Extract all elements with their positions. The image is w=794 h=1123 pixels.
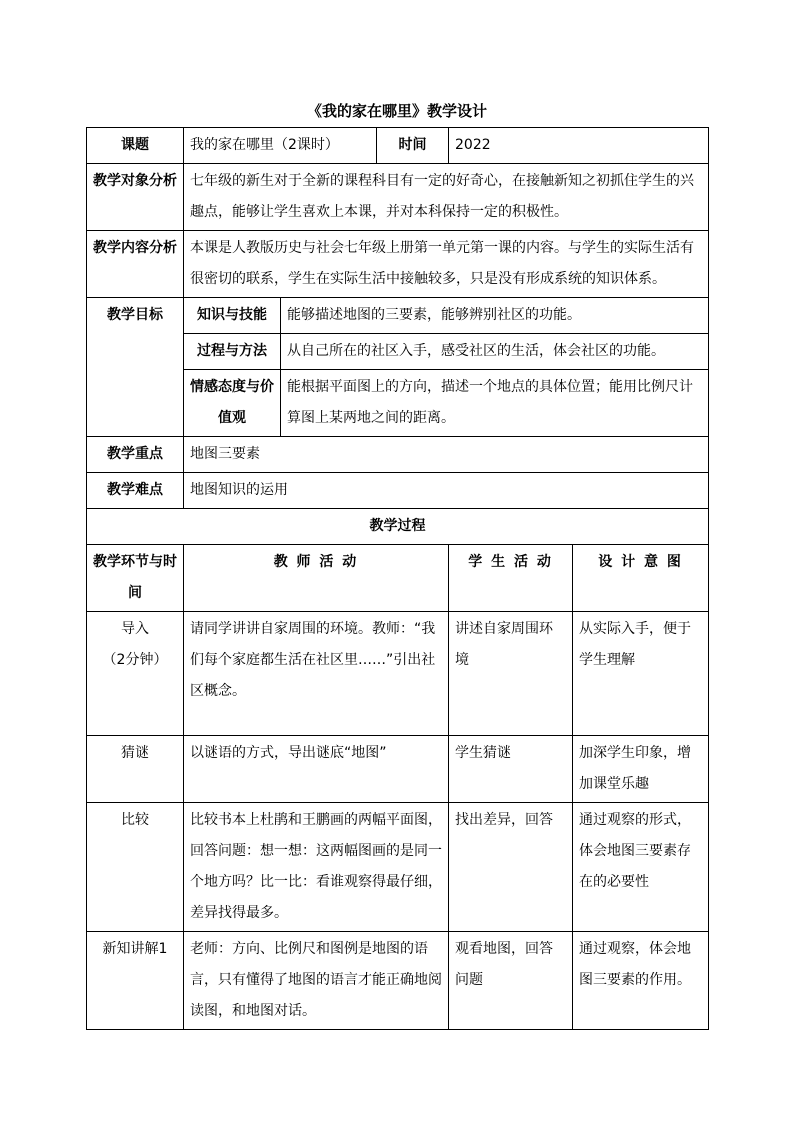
document-title: 《我的家在哪里》教学设计 <box>306 102 487 120</box>
key-point-label: 教学重点 <box>87 437 184 473</box>
process-row <box>87 932 709 1030</box>
goal-row <box>87 298 709 334</box>
header-teacher: 教 师 活 动 <box>184 545 449 612</box>
teacher-activity: 以谜语的方式，导出谜底“地图” <box>184 736 449 803</box>
stage-name: 导入 <box>121 621 149 637</box>
stage-name: 新知讲解1 <box>102 941 168 957</box>
student-activity: 学生猜谜 <box>449 736 573 803</box>
goal-text: 能根据平面图上的方向，描述一个地点的具体位置；能用比例尺计算图上某两地之间的距离。 <box>281 370 709 437</box>
topic-value: 我的家在哪里（2课时） <box>184 128 377 164</box>
stage-cell <box>87 932 184 1030</box>
process-header-row <box>87 545 709 612</box>
stage-name: 猜谜 <box>121 745 149 761</box>
difficulty-text: 地图知识的运用 <box>184 473 709 509</box>
design-intent: 加深学生印象，增加课堂乐趣 <box>573 736 709 803</box>
teacher-activity: 请同学讲讲自家周围的环境。教师：“我们每个家庭都生活在社区里……”引出社区概念。 <box>184 612 449 736</box>
design-intent: 从实际入手，便于学生理解 <box>573 612 709 736</box>
goal-text: 能够描述地图的三要素，能够辨别社区的功能。 <box>281 298 709 334</box>
teacher-activity: 老师：方向、比例尺和图例是地图的语言，只有懂得了地图的语言才能正确地阅读图，和地图对话。 <box>184 932 449 1030</box>
stage-cell <box>87 736 184 803</box>
goal-label: 情感态度与价值观 <box>184 370 281 437</box>
difficulty-row <box>87 473 709 509</box>
process-row <box>87 736 709 803</box>
goal-text: 从自己所在的社区入手，感受社区的生活，体会社区的功能。 <box>281 334 709 370</box>
process-row <box>87 612 709 736</box>
student-activity: 找出差异，回答 <box>449 803 573 932</box>
process-title-row <box>87 509 709 545</box>
topic-row <box>87 128 709 164</box>
process-title: 教学过程 <box>87 509 709 545</box>
stage-cell <box>87 803 184 932</box>
header-student: 学 生 活 动 <box>449 545 573 612</box>
audience-text: 七年级的新生对于全新的课程科目有一定的好奇心，在接触新知之初抓住学生的兴趣点，能够让学生喜欢上本课，并对本科保持一定的积极性。 <box>184 164 709 231</box>
audience-row <box>87 164 709 231</box>
student-activity: 观看地图，回答问题 <box>449 932 573 1030</box>
stage-name: 比较 <box>121 812 149 828</box>
design-intent: 通过观察，体会地图三要素的作用。 <box>573 932 709 1030</box>
goal-label: 知识与技能 <box>184 298 281 334</box>
audience-label: 教学对象分析 <box>87 164 184 231</box>
process-row <box>87 803 709 932</box>
design-intent: 通过观察的形式，体会地图三要素存在的必要性 <box>573 803 709 932</box>
content-row <box>87 231 709 298</box>
header-stage: 教学环节与时间 <box>87 545 184 612</box>
difficulty-label: 教学难点 <box>87 473 184 509</box>
header-intent: 设 计 意 图 <box>573 545 709 612</box>
topic-label: 课题 <box>87 128 184 164</box>
stage-time: （2分钟） <box>102 652 168 668</box>
time-value: 2022 <box>449 128 709 164</box>
key-point-text: 地图三要素 <box>184 437 709 473</box>
content-text: 本课是人教版历史与社会七年级上册第一单元第一课的内容。与学生的实际生活有很密切的联系，学生在实际生活中接触较多，只是没有形成系统的知识体系。 <box>184 231 709 298</box>
goals-label: 教学目标 <box>87 298 184 437</box>
key-point-row <box>87 437 709 473</box>
content-label: 教学内容分析 <box>87 231 184 298</box>
teacher-activity: 比较书本上杜鹃和王鹏画的两幅平面图，回答问题：想一想：这两幅图画的是同一个地方吗？比一比：看谁观察得最仔细，差异找得最多。 <box>184 803 449 932</box>
goal-label: 过程与方法 <box>184 334 281 370</box>
student-activity: 讲述自家周围环境 <box>449 612 573 736</box>
time-label: 时间 <box>377 128 449 164</box>
lesson-plan-table <box>86 127 709 1030</box>
stage-cell <box>87 612 184 736</box>
